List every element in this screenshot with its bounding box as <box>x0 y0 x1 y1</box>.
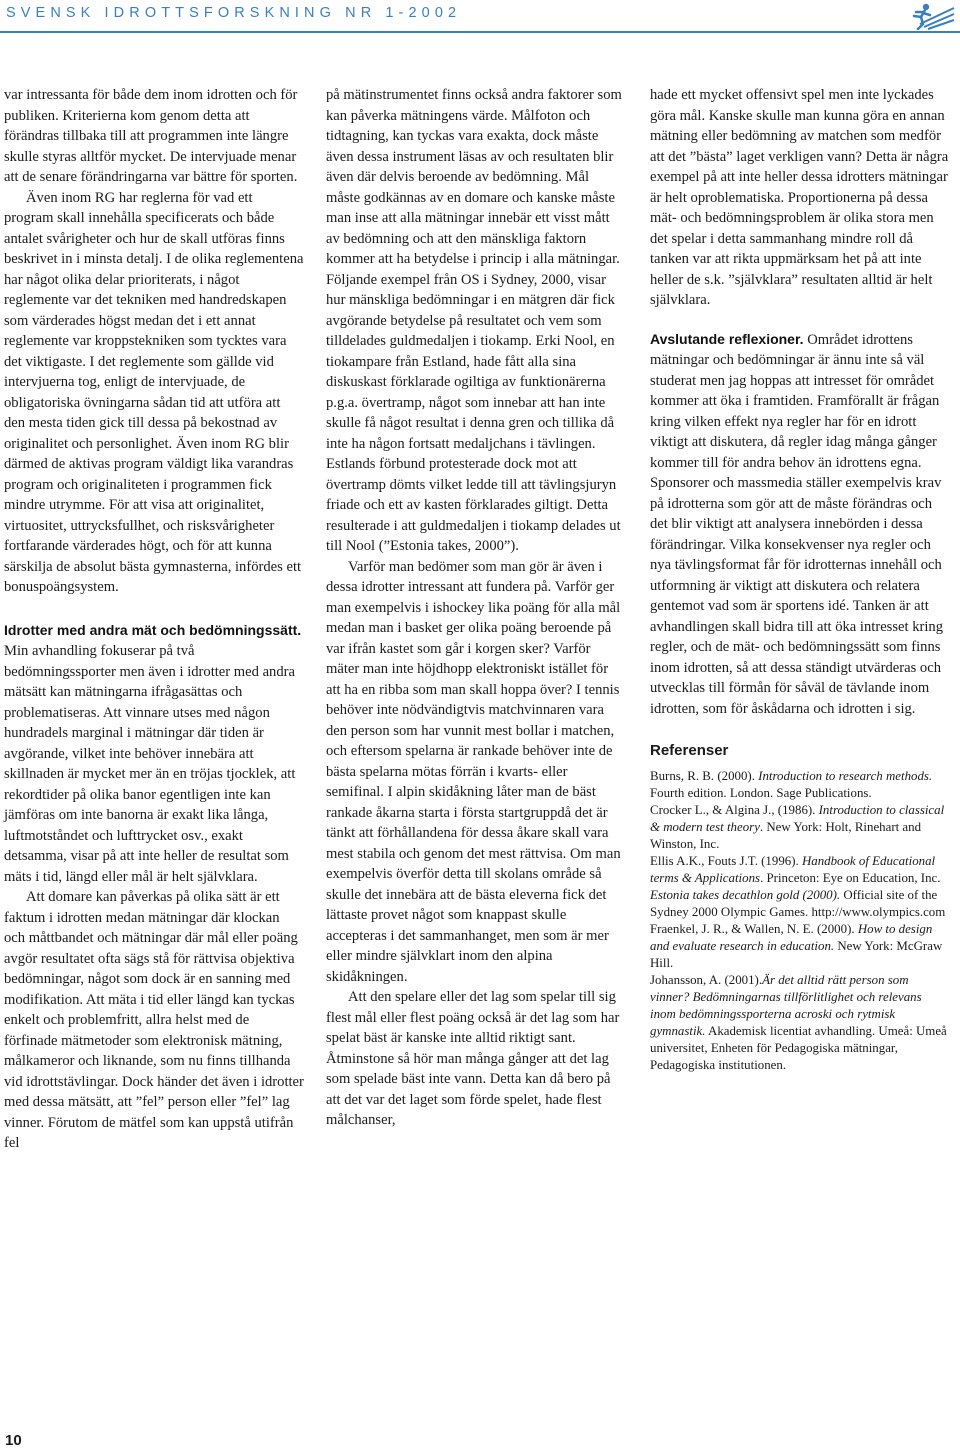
section-paragraph <box>650 329 950 720</box>
references-list <box>650 768 950 1074</box>
spacer <box>650 719 950 741</box>
page-header <box>0 0 960 34</box>
spacer <box>4 598 304 620</box>
section-heading: Avslutande reflexioner. <box>650 330 804 347</box>
paragraph: Varför man bedömer som man gör är även i dessa idrotter intressant att fundera på. Varför ger man exempelvis i ishockey lika poäng för alla mål medan man i basket ger olika poäng beroende på var ifrån kastet som går i korgen sker? Varför mäter man inte höjdhopp elektroniskt istället för att ha en ribba som man skall hoppa över? I tennis behöver inte nödvändigtvis matchvinnaren vara den person som har vunnit mest bollar i matchen, och eftersom spelarna är rankade behöver inte de bästa spelarna mötas förrän i kvarts- eller semifinal. I alpin skidåkning låter man de bäst rankade åkarna starta i första startgruppdå det är tänkt att förhållandena för dessa åkare skall vara mest stabila och genom det mest rättvisa. Om man exempelvis överför detta till skolans område så skulle det innebära att de bästa eleverna fick det lättaste provet något som knappast skulle accepteras i det sammanhanget, men som är mer eller mindre självklart inom den alpina skidåkningen. <box>326 558 621 985</box>
paragraph-text: Min avhandling fokuserar på två bedömningssporter men även i idrotter med andra mätsätt kan mätningarna ifrågasättas och problematiseras. Att vinnare utses med någon hundradels marginal i mätningar där tiden är avgörande, vilket inte behöver innebära att skillnaden är mycket mer än en tröjas tjocklek, att rekordtider på olika banor egentligen inte kan jämföras om inte banorna är exakt lika långa, luftmotståndet och lufttrycket osv., exakt detsamma, visar på att inte heller de resultat som mäts i tid, längd eller mål är helt självklara. <box>4 643 296 885</box>
column-2 <box>326 85 626 1131</box>
reference-item: Fraenkel, J. R., & Wallen, N. E. (2000). How to design and evaluate research in education. New York: McGraw Hill. <box>650 921 943 970</box>
reference-item: Burns, R. B. (2000). Introduction to research methods. Fourth edition. London. Sage Publications. <box>650 768 933 800</box>
section-paragraph <box>4 620 304 888</box>
paragraph: på mätinstrumentet finns också andra faktorer som kan påverka mätningens värde. Målfoton och tidtagning, kan tyckas vara exakta, dock måste även dessa instrument läsas av och resultaten blir även där delvis beroende av bedömning. Mål måste godkännas av en domare och kanske måste man inse att alla mätningar innebär ett visst mått av bedömning och att den mänskliga faktorn kommer att ha betydelse i princip i alla mätningar. Följande exempel från OS i Sydney, 2000, visar hur mänskliga bedömningar i en mätgren där fick avgörande betydelse på resultatet och vem som tilldelades guldmedaljen i tiokamp. Erki Nool, en tiokampare från Estland, hade fått alla sina diskuskast förklarade ogiltiga av funktionärerna p.g.a. övertramp, något som innebar att han inte skulle få något resultat i denna gren och tillika då inte ha någon fortsatt medaljchans i tävlingen. Estlands förbund protesterade dock mot att övertramp dömts vilket ledde till att tävlingsjuryn friade och ett av kasten förklarades giltigt. Detta resulterade i att guldmedaljen i tiokamp delades ut till Nool (”Estonia takes, 2000”). <box>326 87 622 554</box>
runner-logo-icon <box>906 2 956 30</box>
paragraph: Att domare kan påverkas på olika sätt är ett faktum i idrotten medan mätningar där klockan och måttbandet och mätningar där mål eller poäng avgör resultatet ofta sägs stå för rättvisa objektiva bedömningar, något som dock är en sanning med modifikation. Att mäta i tid eller längd kan tyckas enkelt och problemfritt, allra helst med de förfinade mätmetoder som elektronisk mätning, målkameror och liknande, som nu finns tillhanda vid idrottstävlingar. Dock händer det även i idrotter med dessa mätsätt, att ”fel” person eller ”fel” lag vinner. Förutom de mätfel som kan uppstå utifrån fel <box>4 889 304 1151</box>
reference-item: Crocker L., & Algina J., (1986). Introduction to classical & modern test theory. New York: Holt, Rinehart and Winston, Inc. <box>650 802 945 851</box>
paragraph-text: Området idrottens mätningar och bedömningar är ännu inte så väl studerat men jag hoppas att intresset för området kommer att öka i framtiden. Framförallt är frågan kring vilken effekt nya regler har för en idrott viktigt att diskutera, då regler idag många gånger kommer till för andra behov än idrottens egna. Sponsorer och massmedia ställer exempelvis krav på idrotterna som gör att de måste förändras och det blir viktigt att analysera innebörden i dessa förändringar. Vilka konsekvenser nya regler och nya tävlingsformat får för idrotternas innehåll och utformning är viktigt att diskutera och relatera gentemot vad som är sportens idé. Tanken är att avhandlingen skall bidra till att öka intresset kring regler, och de mät- och bedömningssätt som finns inom idrotten, så att dessa ständigt utvärderas och utvecklas till förmån för såväl de tävlande inom idrotten, som för åskådarna och idrotten i sig. <box>650 331 944 717</box>
page-number: 10 <box>5 1432 22 1449</box>
reference-item: Estonia takes decathlon gold (2000). Official site of the Sydney 2000 Olympic Games. http://www.olympics.com <box>650 887 946 919</box>
column-3 <box>650 85 950 1074</box>
references-heading: Referenser <box>650 742 729 759</box>
spacer <box>650 311 950 329</box>
journal-title: SVENSK IDROTTSFORSKNING NR 1-2002 <box>6 5 462 21</box>
paragraph: hade ett mycket offensivt spel men inte lyckades göra mål. Kanske skulle man kunna göra en annan mätning eller bedömning av matchen som medför att det ”bästa” laget verkligen vann? Detta är några exempel på att inte heller dessa idrotters mätningar är helt oproblematiska. Proportionerna på dessa mät- och bedömningsproblem är olika stora men det spelar i detta sammanhang mindre roll då tanken var att rikta uppmärksam het på att inte heller de s.k. ”självklara” resultaten alltid är helt självklara. <box>650 87 949 308</box>
paragraph: Att den spelare eller det lag som spelar till sig flest mål eller flest poäng också är det lag som har spelat bäst är kanske inte alltid riktigt sant. Åtminstone så hör man många gånger att det lag som spelade bäst inte vann. Detta kan då bero på att det var det laget som förde spelet, hade flest målchanser, <box>326 989 620 1128</box>
reference-item: Ellis A.K., Fouts J.T. (1996). Handbook of Educational terms & Applications. Princeton: Eye on Education, Inc. <box>650 853 941 885</box>
section-heading: Idrotter med andra mät och bedömningssätt. <box>4 621 302 638</box>
paragraph: var intressanta för både dem inom idrotten och för publiken. Kriterierna kom genom detta att förändras tillbaka till att programmen inte längre skulle styras alltför mycket. De intervjuade menar att de senare förändringarna var bättre för sporten. <box>4 87 298 185</box>
paragraph: Även inom RG har reglerna för vad ett program skall innehålla specificerats och både antalet svårigheter och hur de skall utföras finns beskrivet in i minsta detalj. I de olika reglementena har något olika delar prioriterats, i något reglemente var det tekniken med handredskapen som värderades högst medan det i ett annat reglemente var kroppstekniken som tycktes vara det viktigaste. I det reglemente som gällde vid intervjuerna tog, enligt de intervjuade, de obligatoriska övningarna sådan tid att utföra att den mesta tiden gick till dessa på bekostnad av originalitet och personlighet. Även inom RG blir därmed de aktivas program väldigt lika varandras program och originaliteten i programmen fick mindre utrymme. För att visa att originalitet, virtuositet, uttrycksfullhet, och risksvårigheter fortfarande värderades högt, och för att kunna särskilja de absolut bästa gymnasterna, infördes ett bonuspoängsystem. <box>4 189 304 595</box>
header-rule <box>0 31 960 33</box>
reference-item: Johansson, A. (2001).Är det alltid rätt person som vinner? Bedömningarnas tillförlitlighet och relevans inom bedömningssporterna acroski och rytmisk gymnastik. Akademisk licentiat avhandling. Umeå: Umeå universitet, Enheten för Pedagogiska mätningar, Pedagogiska institutionen. <box>650 972 947 1072</box>
column-1 <box>4 85 304 1154</box>
